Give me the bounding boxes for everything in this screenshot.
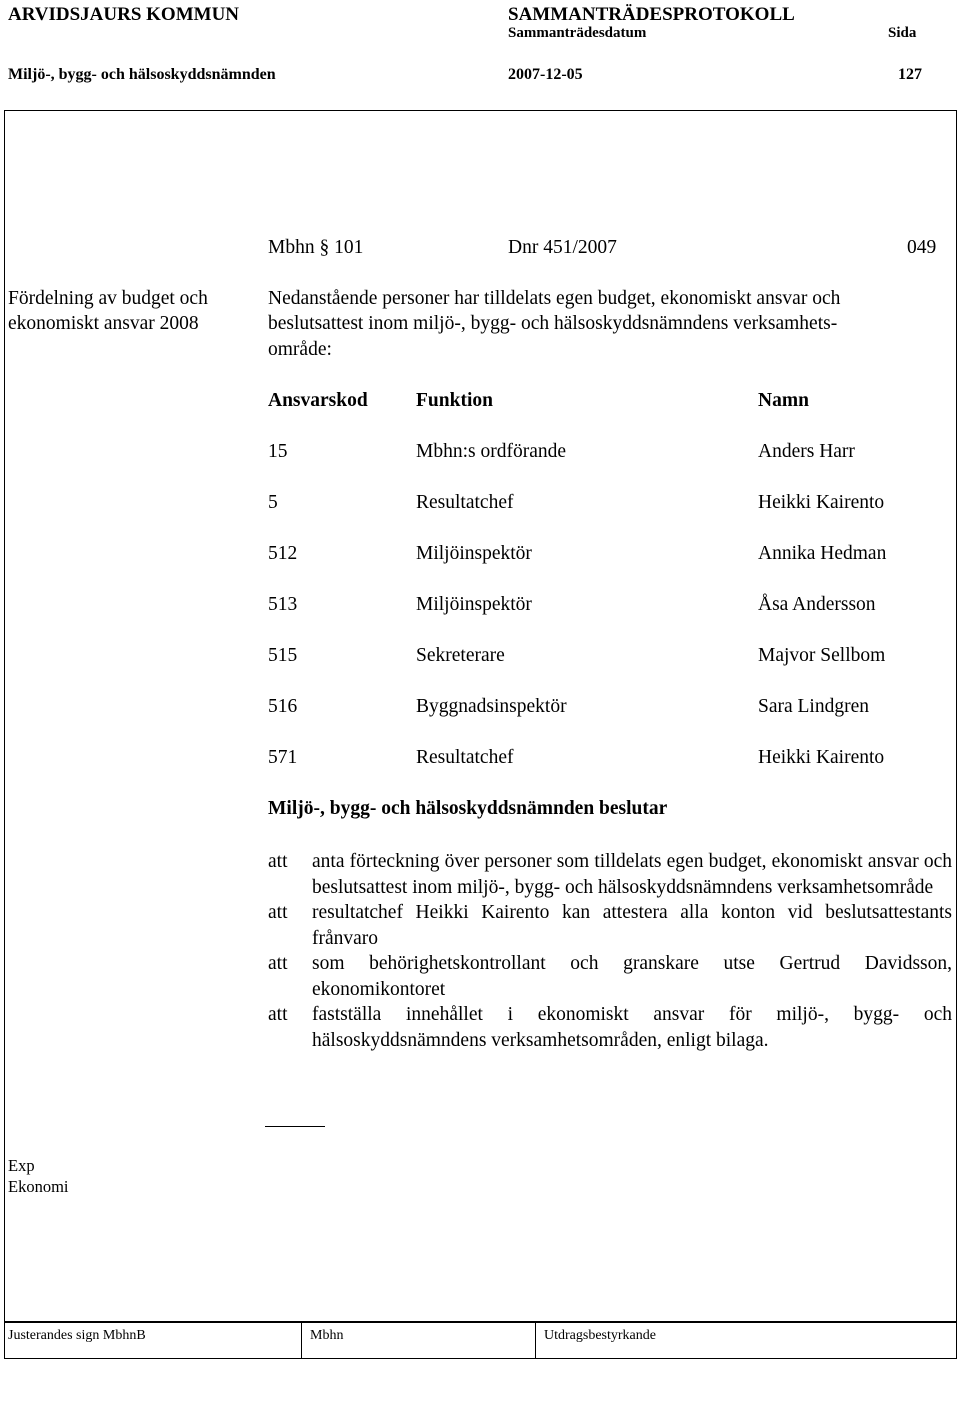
decision-heading: Miljö-, bygg- och hälsoskyddsnämnden beslutar — [268, 798, 668, 819]
cell-function: Sekreterare — [416, 645, 505, 666]
end-rule — [265, 1126, 325, 1127]
mbhn-label: Mbhn — [310, 1328, 344, 1343]
table-row — [268, 441, 948, 467]
cell-function: Resultatchef — [416, 492, 514, 513]
cell-name: Majvor Sellbom — [758, 645, 886, 666]
table-row — [268, 492, 948, 518]
cell-function: Mbhn:s ordförande — [416, 441, 567, 462]
intro-line-2: beslutsattest inom miljö-, bygg- och hälsoskyddsnämndens verksamhets- — [268, 313, 838, 334]
cell-function: Resultatchef — [416, 747, 514, 768]
att-word: att — [268, 851, 288, 872]
date-label: Sammanträdesdatum — [508, 25, 647, 41]
cell-name: Heikki Kairento — [758, 492, 885, 513]
subject-line-1: Fördelning av budget och — [8, 288, 208, 309]
extract-label: Utdragsbestyrkande — [544, 1328, 656, 1343]
cell-function: Miljöinspektör — [416, 594, 532, 615]
cell-name: Annika Hedman — [758, 543, 887, 564]
table-row — [268, 696, 948, 722]
decision-list — [268, 849, 952, 1053]
dnr: Dnr 451/2007 — [508, 237, 617, 258]
table-row — [268, 594, 948, 620]
exp-label: Exp — [8, 1156, 35, 1175]
table-row — [268, 747, 948, 773]
cell-code: 5 — [268, 492, 278, 513]
paragraph-number: Mbhn § 101 — [268, 237, 364, 258]
decision-text: fastställa innehållet i ekonomiskt ansvar för miljö-, bygg- och hälsoskyddsnämndens verksamhetsområden, enligt bilaga. — [312, 1004, 952, 1051]
subject-line-2: ekonomiskt ansvar 2008 — [8, 313, 199, 334]
header-namn: Namn — [758, 390, 809, 411]
cell-code: 515 — [268, 645, 298, 666]
signature-divider — [535, 1322, 536, 1359]
archive-code: 049 — [907, 237, 937, 258]
cell-code: 15 — [268, 441, 288, 462]
exp-recipient: Ekonomi — [8, 1177, 69, 1196]
org-name: ARVIDSJAURS KOMMUN — [8, 4, 240, 25]
att-word: att — [268, 902, 288, 923]
cell-name: Anders Harr — [758, 441, 855, 462]
table-header — [268, 390, 948, 416]
cell-code: 571 — [268, 747, 298, 768]
page-number: 127 — [898, 66, 922, 83]
committee-name: Miljö-, bygg- och hälsoskyddsnämnden — [8, 66, 276, 83]
cell-function: Byggnadsinspektör — [416, 696, 567, 717]
header-funktion: Funktion — [416, 390, 493, 411]
cell-name: Heikki Kairento — [758, 747, 885, 768]
att-word: att — [268, 953, 288, 974]
cell-code: 513 — [268, 594, 298, 615]
signature-divider — [301, 1322, 302, 1359]
cell-code: 516 — [268, 696, 298, 717]
decision-text: resultatchef Heikki Kairento kan attestera alla konton vid beslutsattestants frånvaro — [312, 902, 952, 949]
intro-line-3: område: — [268, 339, 332, 360]
page-label: Sida — [888, 25, 917, 41]
att-word: att — [268, 1004, 288, 1025]
signature-box — [4, 1322, 957, 1359]
cell-name: Åsa Andersson — [758, 594, 876, 615]
cell-function: Miljöinspektör — [416, 543, 532, 564]
decision-text: anta förteckning över personer som tilldelats egen budget, ekonomiskt ansvar och beslutsattest inom miljö-, bygg- och hälsoskyddsnämndens verksamhetsområde — [312, 851, 952, 898]
decision-item — [268, 849, 952, 900]
table-row — [268, 543, 948, 569]
intro-line-1: Nedanstående personer har tilldelats egen budget, ekonomiskt ansvar och — [268, 288, 841, 309]
table-row — [268, 645, 948, 671]
sign-label: Justerandes sign MbhnB — [8, 1328, 146, 1343]
cell-code: 512 — [268, 543, 298, 564]
meeting-date: 2007-12-05 — [508, 66, 583, 83]
decision-item — [268, 1002, 952, 1053]
document-type: SAMMANTRÄDESPROTOKOLL — [508, 4, 795, 25]
cell-name: Sara Lindgren — [758, 696, 870, 717]
decision-item — [268, 900, 952, 951]
header-ansvarskod: Ansvarskod — [268, 390, 368, 411]
decision-item — [268, 951, 952, 1002]
decision-text: som behörighetskontrollant och granskare utse Gertrud Davidsson, ekonomikontoret — [312, 953, 952, 1000]
